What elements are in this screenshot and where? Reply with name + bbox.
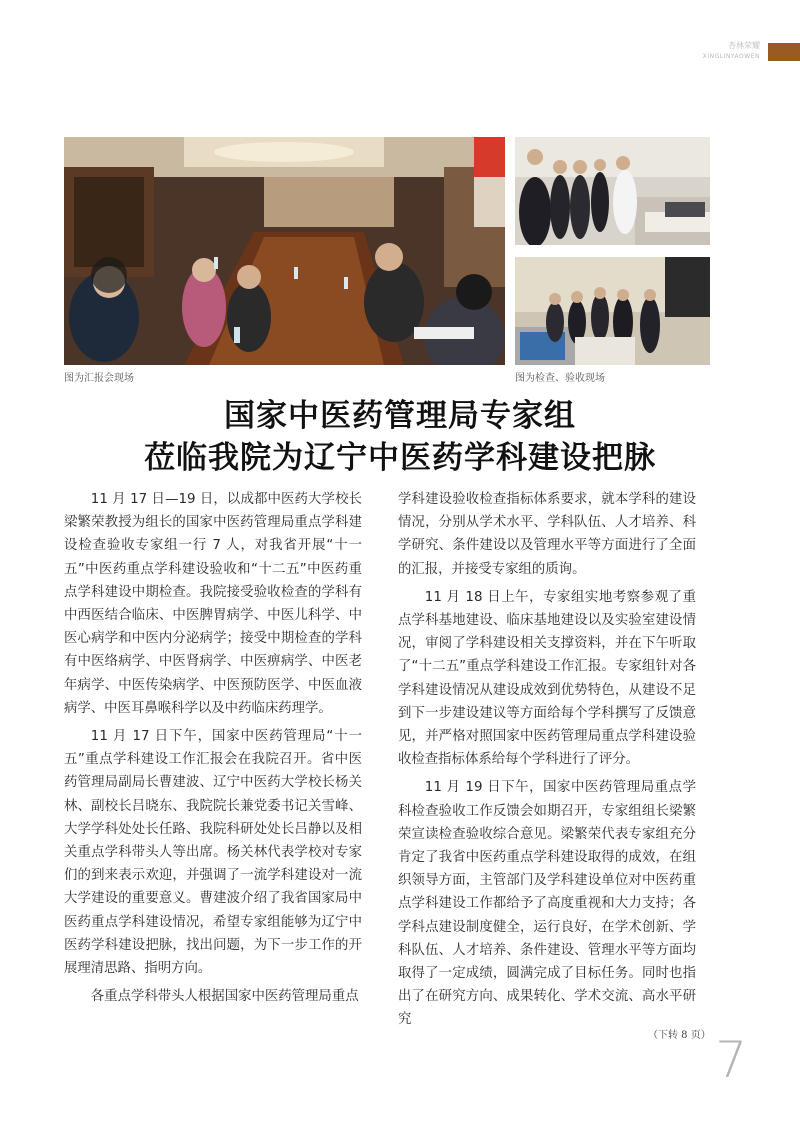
section-header — [703, 40, 760, 62]
paragraph: 11 月 18 日上午，专家组实地考察参观了重点学科基地建设、临床基地建设以及实验室建设情况，审阅了学科建设相关支撑资料，并在下午听取了“十二五”重点学科建设工作汇报。专家组针对各学科建设情况从建设成效到优势特色，从建设不足到下一步建设建议等方面给每个学科撰写了反馈意见，并严格对照国家中医药管理局重点学科建设验收检查指标体系给每个学科进行了评分。 — [398, 589, 696, 768]
main-photo-caption: 图为汇报会现场 — [64, 373, 134, 384]
article-title-line-2: 莅临我院为辽宁中医药学科建设把脉 — [144, 440, 656, 476]
inspection-photo — [515, 137, 710, 245]
paragraph: 学科建设验收检查指标体系要求，就本学科的建设情况，分别从学术水平、学科队伍、人才培养、科学研究、条件建设以及管理水平等方面进行了全面的汇报，并接受专家组的质询。 — [398, 492, 696, 577]
paragraph: 各重点学科带头人根据国家中医药管理局重点 — [90, 989, 359, 1005]
header-accent-tab — [768, 43, 800, 61]
paragraph: 11 月 17 日下午，国家中医药管理局“十一五”重点学科建设工作汇报会在我院召开。省中医药管理局副局长曹建波、辽宁中医药大学校长杨关林、副校长吕晓东、我院院长兼党委书记关雪峰、大学学科处处长任路、我院科研处处长吕静以及相关重点学科带头人等出席。杨关林代表学校对专家们的到来表示欢迎，并强调了一流学科建设对一流大学建设的重要意义。曹建波介绍了我省国家局中医药重点学科建设情况，希望专家组能够为辽宁中医药学科建设把脉，找出问题，为下一步工作的开展理清思路、指明方向。 — [64, 729, 362, 977]
side-photo-caption: 图为检查、验收现场 — [515, 373, 605, 384]
paragraph: 11 月 17 日—19 日，以成都中医药大学校长梁繁荣教授为组长的国家中医药管理局重点学科建设检查验收专家组一行 7 人，对我省开展“十一五”中医药重点学科建设验收和“十二五”中医药重点学科建设中期检查。我院接受验收检查的学科有中西医结合临床、中医脾胃病学、中医儿科学、中医心病学和中医内分泌病学；接受中期检查的学科有中医络病学、中医肾病学、中医痹病学、中医老年病学、中医传染病学、中医预防医学、中医血液病学、中医耳鼻喉科学以及中药临床药理学。 — [64, 492, 362, 716]
page-number: 7 — [715, 1031, 747, 1089]
section-title: 杏林荣耀 — [728, 41, 760, 50]
article-title-line-1: 国家中医药管理局专家组 — [224, 398, 576, 434]
section-subtitle: XINGLINYAOWEN — [702, 53, 760, 60]
paragraph: 11 月 19 日下午，国家中医药管理局重点学科检查验收工作反馈会如期召开，专家组组长梁繁荣宣读检查验收综合意见。梁繁荣代表专家组充分肯定了我省中医药重点学科建设取得的成效，在组织领导方面，主管部门及学科建设单位对中医药重点学科建设工作都给予了高度重视和大力支持；各学科点建设制度健全，运行良好，在学术创新、学科队伍、人才培养、条件建设、管理水平等方面均取得了一定成绩，圆满完成了目标任务。同时也指出了在研究方向、成果转化、学术交流、高水平研究 — [398, 780, 696, 1028]
meeting-photo — [64, 137, 505, 365]
continued-note: （下转 8 页） — [648, 1030, 711, 1041]
visit-photo — [515, 257, 710, 365]
article-column-right — [398, 488, 696, 1037]
article-column-left — [64, 488, 362, 1013]
